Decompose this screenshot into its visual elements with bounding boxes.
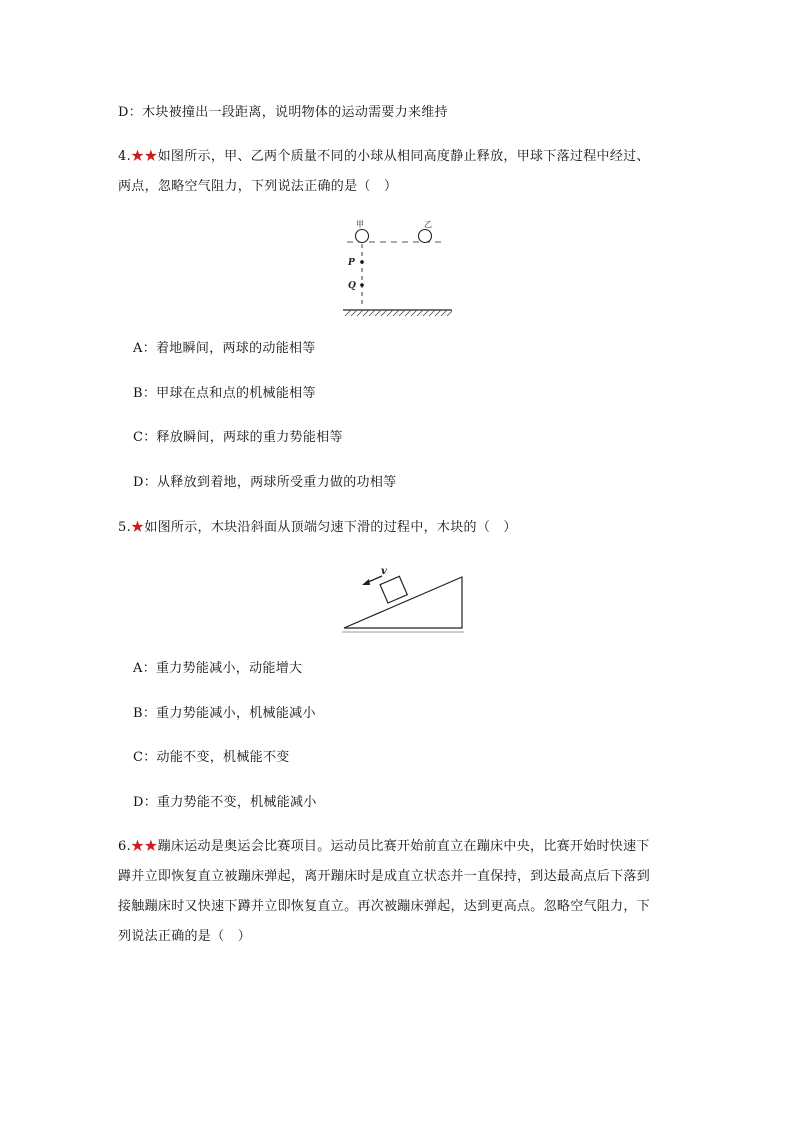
q4-stem-line1 (118, 148, 650, 166)
q4-falling-balls-figure (335, 212, 460, 320)
difficulty-stars: ★★ (131, 839, 158, 854)
label-jia: 甲 (356, 220, 364, 229)
label-q: Q (348, 281, 356, 291)
difficulty-stars: ★★ (131, 149, 158, 164)
q5-option-b: B：重力势能减小，机械能减小 (133, 706, 316, 721)
q6-stem-line1 (118, 838, 650, 856)
q6-stem-line2: 蹲并立即恢复直立被蹦床弹起，离开蹦床时是成直立状态并一直保持，到达最高点后下落到 (118, 869, 651, 884)
q3-option-d: D：木块被撞出一段距离，说明物体的运动需要力来维持 (118, 105, 448, 120)
q5-option-a: A：重力势能减小，动能增大 (133, 661, 303, 676)
q5-option-c: C：动能不变，机械能不变 (133, 750, 290, 765)
q4-option-b: B：甲球在点和点的机械能相等 (133, 386, 316, 401)
label-yi: 乙 (424, 220, 432, 229)
q6-stem-line4: 列说法正确的是（ ） (118, 929, 252, 944)
q5-stem-text: 如图所示，木块沿斜面从顶端匀速下滑的过程中，木块的（ ） (144, 520, 517, 535)
ground-hatching (345, 310, 452, 316)
label-p: P (348, 258, 355, 268)
ball-jia-icon (356, 230, 369, 243)
q4-option-c: C：释放瞬间，两球的重力势能相等 (133, 430, 343, 445)
q5-stem (118, 519, 517, 537)
label-v: v (381, 566, 387, 577)
q6-stem-text: 蹦床运动是奥运会比赛项目。运动员比赛开始前直立在蹦床中央，比赛开始时快速下 (157, 839, 650, 854)
difficulty-stars: ★ (131, 520, 145, 535)
ball-yi-icon (419, 230, 432, 243)
wood-block-icon (380, 576, 407, 603)
point-p-dot (360, 260, 364, 264)
q4-option-a: A：着地瞬间，两球的动能相等 (133, 341, 316, 356)
q4-number: 4. (118, 149, 132, 164)
q6-number: 6. (118, 839, 132, 854)
q5-incline-figure (338, 560, 470, 638)
point-q-dot (360, 283, 364, 287)
q6-stem-line3: 接触蹦床时又快速下蹲并立即恢复直立。再次被蹦床弹起，达到更高点。忽略空气阻力，下 (118, 899, 651, 914)
velocity-arrowhead-icon (362, 579, 370, 585)
q4-stem-text: 如图所示，甲、乙两个质量不同的小球从相同高度静止释放，甲球下落过程中经过、 (157, 149, 650, 164)
q4-option-d: D：从释放到着地，两球所受重力做的功相等 (133, 475, 397, 490)
q4-stem-line2: 两点，忽略空气阻力，下列说法正确的是（ ） (118, 179, 398, 194)
q5-option-d: D：重力势能不变，机械能减小 (133, 795, 317, 810)
q5-number: 5. (118, 520, 132, 535)
